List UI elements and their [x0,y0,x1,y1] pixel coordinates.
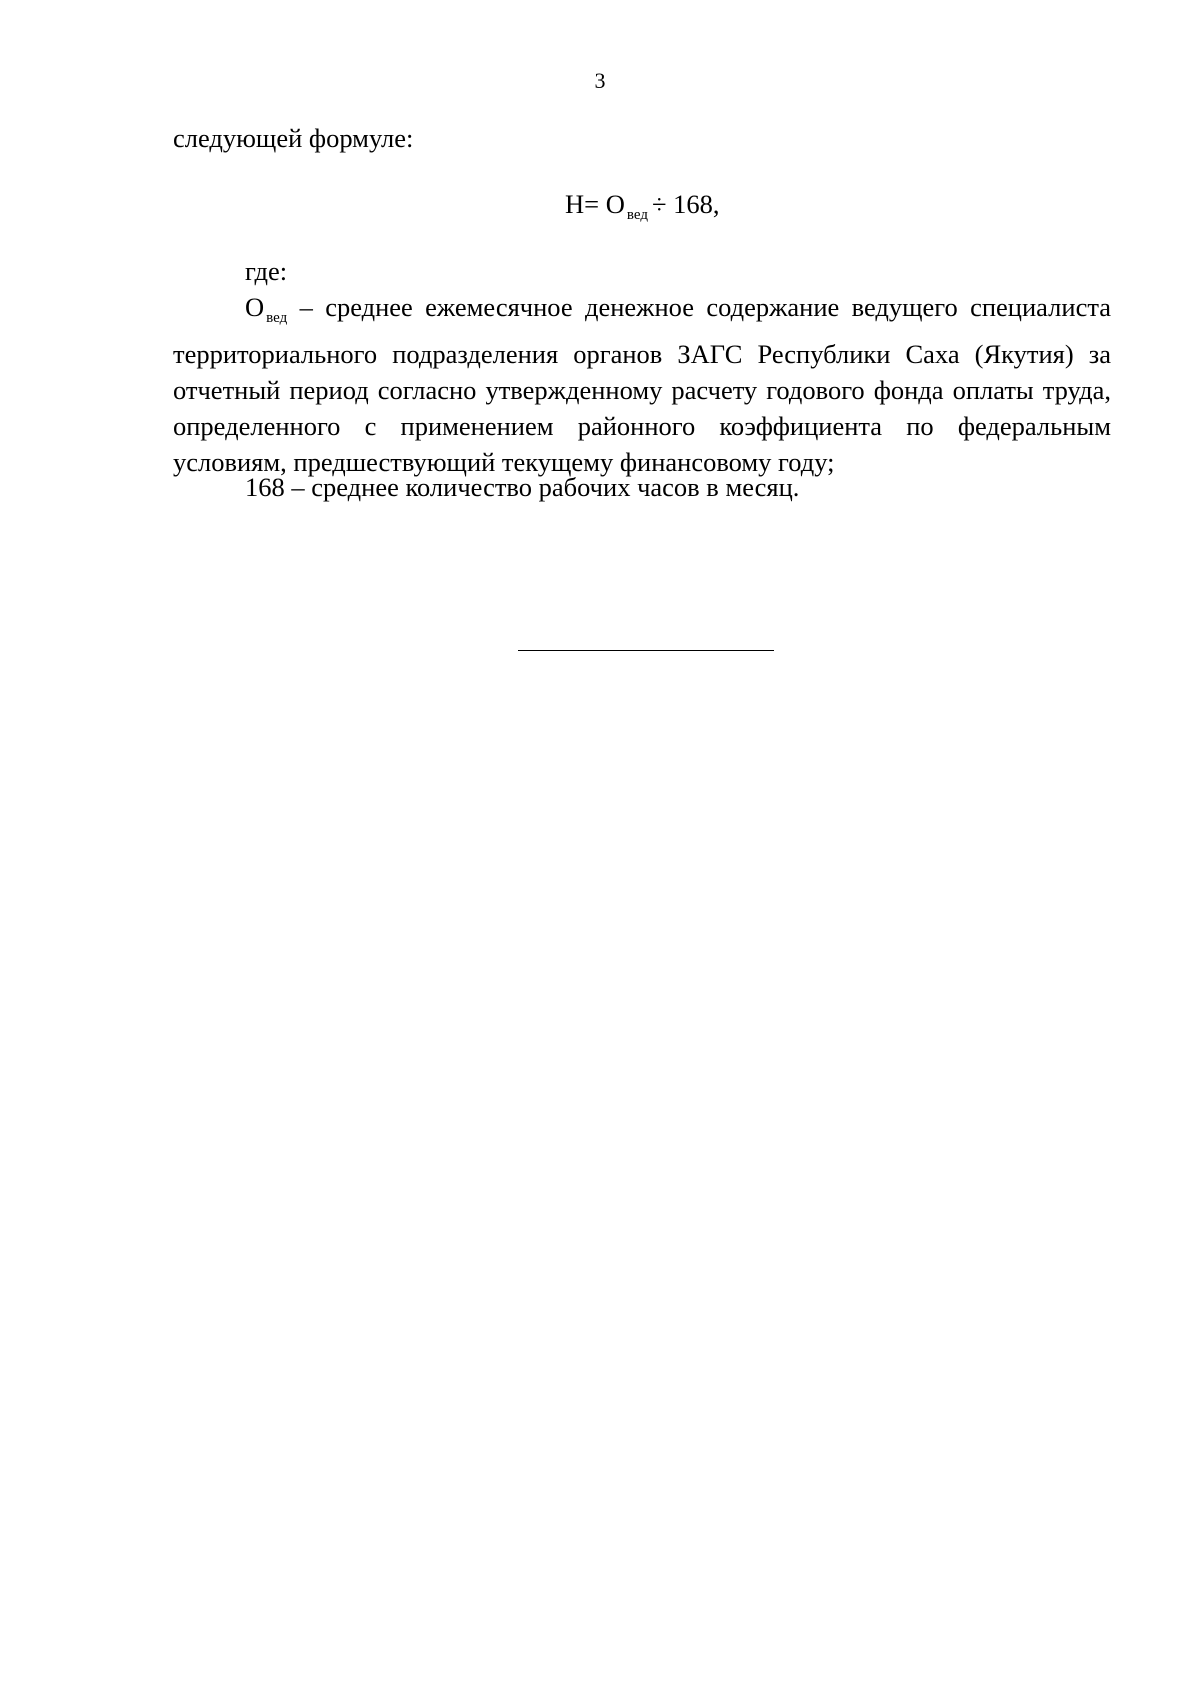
formula [565,186,720,233]
definition-text: – среднее ежемесячное денежное содержание ведущего специалиста территориального подразделения органов ЗАГС Республики Саха (Якутия) за отчетный период согласно утвержденному расчету годового фонда оплаты труда, определенного с применением районного коэффициента по федеральным условиям, предшествующий текущему финансовому году; [173,292,1111,477]
end-divider [518,650,774,651]
where-label: где: [245,256,288,286]
formula-lhs: Н= О [565,189,625,219]
definition-subscript: вед [266,310,288,326]
formula-subscript: вед [626,207,648,223]
definition-168: 168 – среднее количество рабочих часов в месяц. [245,472,800,502]
formula-rhs: ÷ 168, [651,189,720,219]
definition-o-ved [173,289,1111,480]
definition-symbol: О [245,292,265,322]
page-number: 3 [594,68,606,93]
lead-text: следующей формуле: [173,123,414,153]
